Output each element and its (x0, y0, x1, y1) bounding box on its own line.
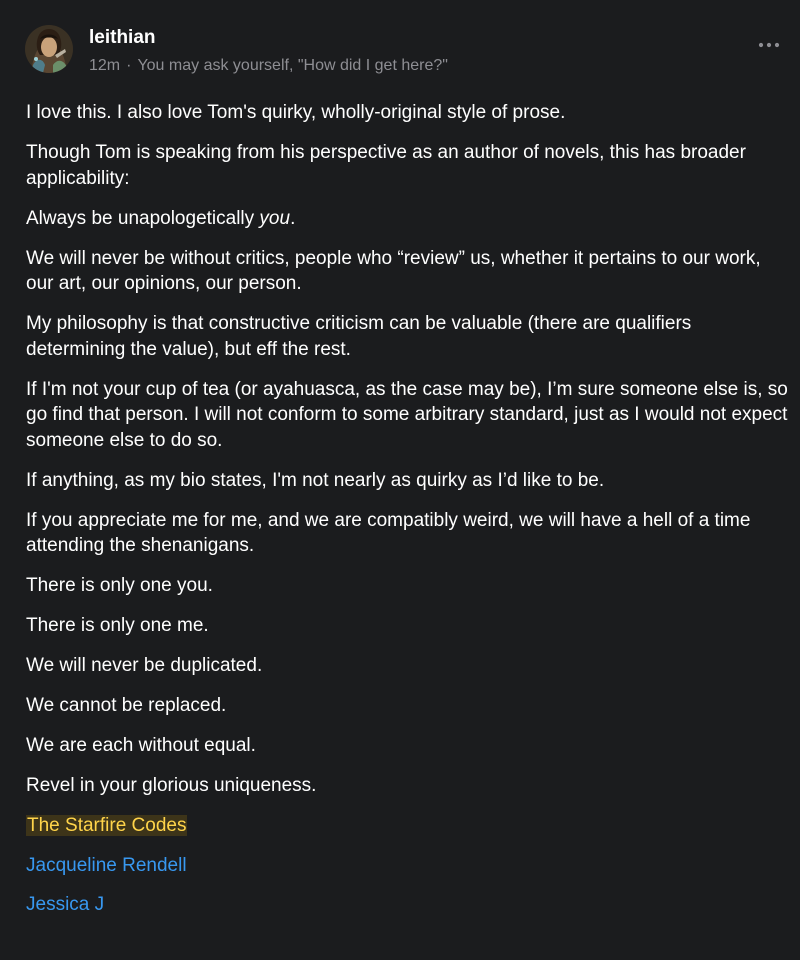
mention-line (26, 813, 790, 839)
comment-paragraph: Though Tom is speaking from his perspective as an author of novels, this has broader applicability: (26, 142, 746, 189)
ellipsis-icon (758, 39, 780, 51)
mention-link-starfire-codes[interactable]: The Starfire Codes (27, 815, 187, 836)
paragraph-text: Always be unapologetically (26, 207, 255, 229)
comment-meta (89, 56, 448, 76)
comment-paragraph: There is only one you. (26, 575, 213, 596)
comment-body (26, 100, 790, 932)
comment-paragraph: We will never be without critics, people who “review” us, whether it pertains to our work, our art, our opinions, our person. (26, 247, 761, 294)
comment-paragraph: Revel in your glorious uniqueness. (26, 775, 317, 796)
mention-line (26, 892, 790, 918)
meta-separator: · (126, 57, 132, 74)
more-options-button[interactable] (758, 38, 780, 50)
username[interactable]: leithian (89, 27, 156, 48)
mention-line (26, 853, 790, 879)
mention-link-jessica-j[interactable]: Jessica J (26, 894, 105, 915)
emphasis-text: you (259, 207, 291, 229)
comment-paragraph (26, 206, 790, 232)
user-tagline: You may ask yourself, "How did I get here?" (137, 57, 448, 74)
comment-paragraph: We are each without equal. (26, 735, 256, 756)
comment-paragraph: If you appreciate me for me, and we are compatibly weird, we will have a hell of a time attending the shenanigans. (26, 509, 751, 556)
timestamp: 12m (89, 57, 121, 74)
avatar[interactable] (25, 25, 73, 73)
mention-link-jacqueline-rendell[interactable]: Jacqueline Rendell (26, 854, 187, 876)
paragraph-punctuation: . (290, 207, 296, 229)
comment-paragraph: We will never be duplicated. (26, 655, 263, 676)
comment-paragraph: I love this. I also love Tom's quirky, wholly-original style of prose. (26, 102, 566, 123)
comment-paragraph: We cannot be replaced. (26, 695, 227, 716)
comment-paragraph: If anything, as my bio states, I'm not nearly as quirky as I’d like to be. (26, 469, 605, 491)
comment-paragraph: There is only one me. (26, 615, 209, 636)
avatar-illustration (25, 25, 73, 73)
comment-paragraph: My philosophy is that constructive criticism can be valuable (there are qualifiers determining the value), but eff the rest. (26, 313, 692, 360)
comment-paragraph: If I'm not your cup of tea (or ayahuasca, as the case may be), I’m sure someone else is, so go find that person. I will not conform to some arbitrary standard, just as I would not expect someone else to do so. (26, 378, 788, 451)
